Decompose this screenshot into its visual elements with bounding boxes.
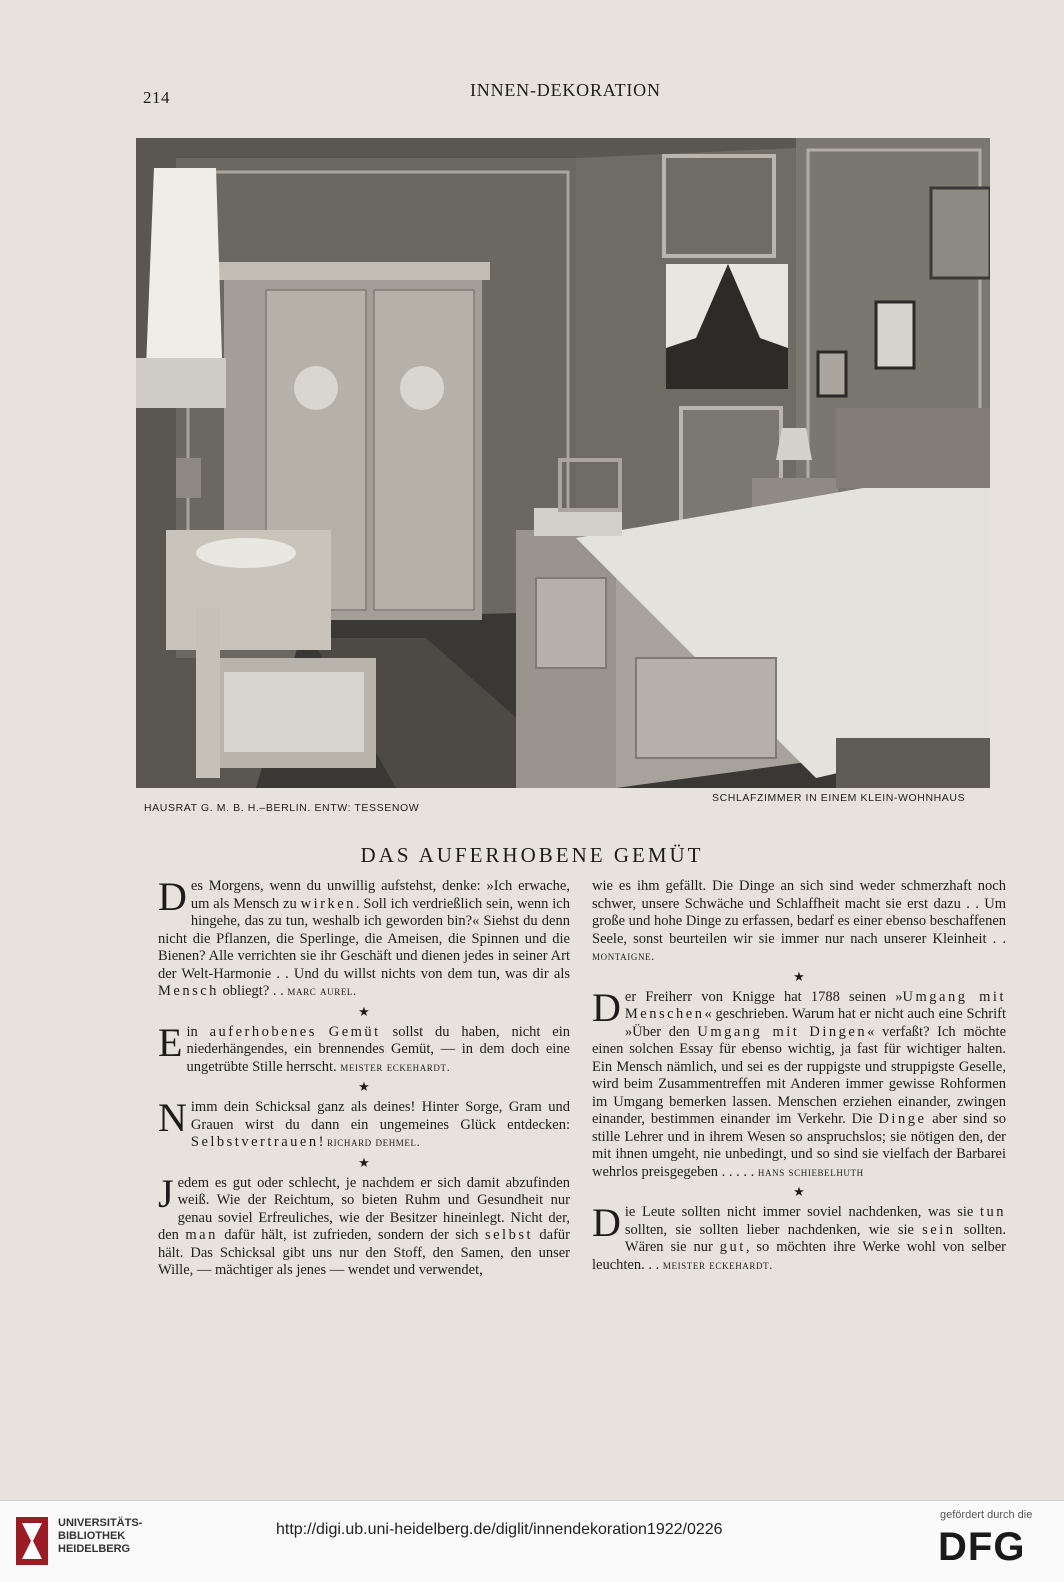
logo-line: HEIDELBERG [58,1543,131,1555]
text-column-right [592,878,1006,1274]
spaced-emphasis: Umgang mit Menschen [624,988,1006,1022]
section-star: ★ [358,1154,370,1170]
permalink-url[interactable]: http://digi.ub.uni-heidelberg.de/diglit/innendekoration1922/0226 [276,1521,723,1538]
text-run: sollten, sie sollten lieber nachdenken, wie sie [624,1221,923,1238]
text-run: edem es gut oder schlecht, je nachdem er sich damit abzufinden weiß. Wie der Reichtum, so bieten Ruhm und Gesundheit nur genau soviel Erfreuliches, wie der Besitzer hineinlegt. Nicht der, den [158,1174,570,1243]
quote-author: montaigne. [592,949,655,963]
section-star: ★ [793,968,805,984]
text-run: er Freiherr von Knigge hat 1788 seinen » [624,988,903,1005]
page-number: 214 [143,88,170,107]
bedroom-photograph [136,138,990,788]
drop-cap: D [158,874,187,919]
spaced-emphasis: tun [979,1204,1006,1220]
spaced-emphasis: gut [719,1239,746,1255]
spaced-emphasis: selbst [484,1227,533,1243]
article-title: DAS AUFERHOBENE GEMÜT [360,843,704,867]
quote-paragraph [158,874,570,1001]
photo-caption-credit: HAUSRAT G. M. B. H.–BERLIN. ENTW: TESSENOW [144,802,420,814]
dfg-logo: DFG [938,1525,1026,1569]
text-run: es Morgens, wenn du unwillig aufstehst, denke: »Ich erwache, um als Mensch zu [190,878,570,912]
quote-paragraph [592,984,1007,1182]
footer-bar [0,1500,1064,1582]
logo-line: BIBLIOTHEK [58,1530,126,1542]
quote-author: meister eckehardt. [662,1257,773,1272]
section-star: ★ [793,1184,805,1199]
quote-paragraph [158,1170,571,1280]
text-run: ! [318,1134,328,1150]
section-star: ★ [358,1003,370,1019]
spaced-emphasis: wirken [300,895,356,912]
university-seal-icon [12,1513,52,1569]
text-column-left [158,874,571,1280]
text-run: in [186,1023,210,1040]
quote-paragraph [592,1200,1006,1274]
text-run: dafür hält. Das Schicksal gibt uns nur den Stoff, den Samen, den unser Wille, — mächtiger als jenes — wendet und verwendet, [158,1227,571,1278]
text-run: ie Leute sollten nicht immer soviel nachdenken, was sie [624,1204,980,1220]
quote-author: hans schiebelhuth [757,1164,864,1179]
quote-author: meister eckehardt. [340,1059,451,1074]
text-run: « geschrieben. Warum hat er nicht auch eine Schrift »Über den [624,1006,1006,1040]
drop-cap: D [592,1200,621,1245]
quote-paragraph [158,1095,570,1152]
spaced-emphasis: auferhobenes [209,1023,317,1040]
logo-line: UNIVERSITÄTS- [58,1517,143,1529]
spaced-emphasis: man [185,1227,218,1243]
spaced-emphasis: Umgang mit Dingen [697,1023,868,1040]
text-run: « verfaßt? Ich möchte einen solchen Essay für ebenso wichtig, ja fast für wichtiger halten. Ein Mensch nämlich, und sei es der ruppigste und struppigste Geselle, wird beim Zusammentreffen mit Anderen immer gewisse Rohformen im Umgang bemerken lassen. Menschen erziehen einander, zwingen einander, bestimmen einander im Verkehr. Die [592,1023,1007,1127]
text-run: sollten. Wären sie nur [624,1221,1006,1255]
spaced-emphasis: Mensch [158,983,219,999]
spaced-emphasis: Dinge [878,1111,927,1127]
text-run [317,1024,329,1040]
quote-paragraph [158,1019,571,1077]
photo-caption-title: SCHLAFZIMMER IN EINEM KLEIN-WOHNHAUS [712,792,966,804]
quote-author: marc aurel. [287,984,357,998]
drop-cap: N [158,1095,187,1140]
text-run: obliegt? . . [218,983,288,999]
section-star: ★ [358,1079,370,1094]
library-logo-text [58,1517,142,1556]
running-head: INNEN-DEKORATION [470,80,661,100]
text-run: . Soll ich verdrießlich sein, wenn ich hingehe, das zu tun, weshalb ich geworden bin?« Siehst du denn nicht die Pflanzen, die Sperlinge, die Ameisen, die Spinnen und die Bienen? Alle verrichten sie ihr Geschäft und dienen jedes in seiner Art der Welt-Harmonie . . Und du willst nichts von dem tun, was dir als [158,895,570,982]
drop-cap: J [158,1170,174,1216]
text-run: aber sind so stille Lehrer und in ihrem Wesen so anspruchslos; sie nötigen den, der mit ihnen umgeht, nie unbedingt, und so sind sie vielfach der Barbarei wehrlos preisgegeben . . . . . [592,1111,1007,1180]
quote-author: richard dehmel. [327,1135,421,1149]
spaced-emphasis: sein [922,1221,956,1238]
text-run: wie es ihm gefällt. Die Dinge an sich sind weder schmerzhaft noch schwer, unsere Schwäche und Schlaffheit macht sie erst dazu . . Um große und hohe Dinge zu erfassen, bedarf es einer ebenso beschaffenen Seele, sonst beurteilen wir sie immer nur nach unserer Kleinheit . . [592,878,1007,947]
quote-paragraph [592,878,1006,966]
text-run: imm dein Schicksal ganz als deines! Hinter Sorge, Gram und Grauen wirst du dann ein ungemeines Glück entdecken: [190,1099,570,1133]
text-run: dafür hält, ist zufrieden, sondern der sich [217,1227,485,1243]
text-run: , so möchten ihre Werke wohl von selber leuchten. . . [592,1239,1006,1273]
spaced-emphasis: Selbstvertrauen [190,1134,319,1150]
bedroom-illustration [136,138,990,788]
spaced-emphasis: Gemüt [328,1023,381,1040]
drop-cap: D [592,984,621,1030]
funded-by-label: gefördert durch die [940,1509,1033,1521]
drop-cap: E [158,1019,183,1065]
text-run: sollst du haben, nicht ein niederhängendes, ein brennendes Gemüt, — in dem doch eine ungetrübte Stille herrscht. [186,1023,571,1075]
